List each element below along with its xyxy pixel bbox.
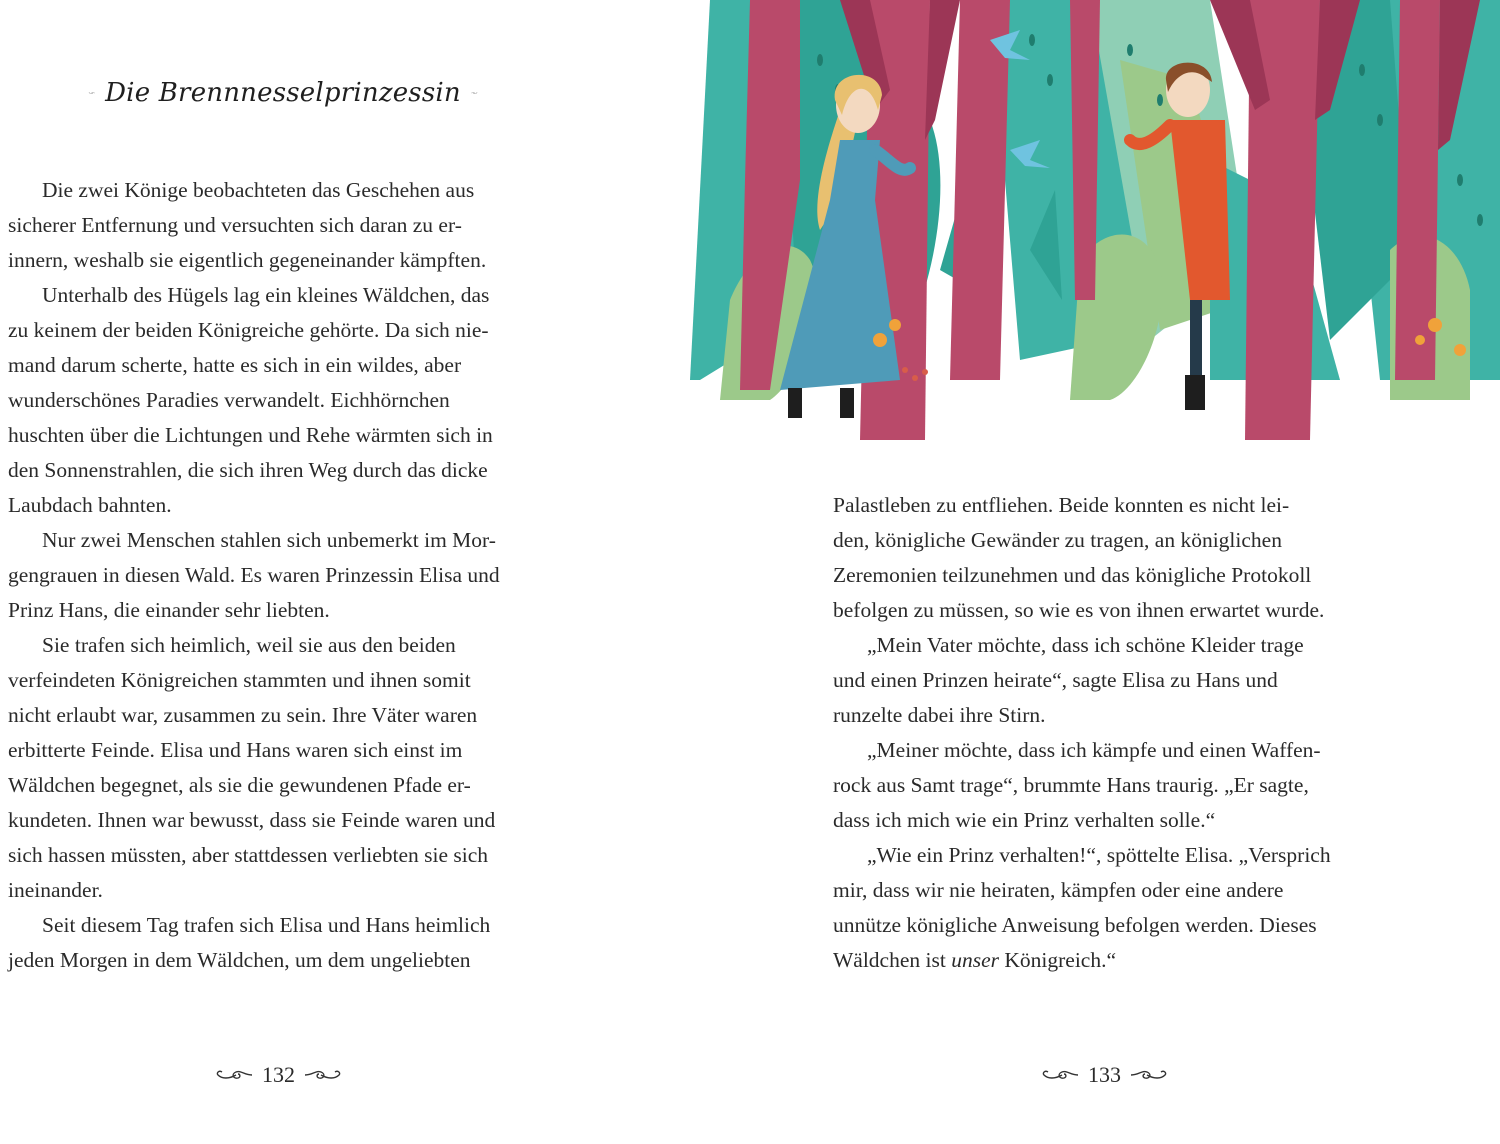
ornament-swirl-left-icon — [88, 83, 95, 103]
text-line: und einen Prinzen heirate“, sagte Elisa zu Hans und — [833, 668, 1278, 692]
emphasis-word: unser — [951, 948, 999, 972]
text-line: den, königliche Gewänder zu tragen, an königlichen — [833, 528, 1282, 552]
text-line: mir, dass wir nie heiraten, kämpfen oder eine andere — [833, 878, 1284, 902]
folio-swirl-icon — [1038, 1067, 1080, 1083]
text-line: Laubdach bahnten. — [8, 493, 172, 517]
text-line: sich hassen müssten, aber stattdessen verliebten sie sich — [8, 843, 489, 867]
folio-swirl-icon — [303, 1067, 345, 1083]
forest-illustration — [690, 0, 1500, 440]
text-line: Die zwei Könige beobachteten das Geschehen aus — [42, 178, 475, 202]
folio-swirl-icon — [1129, 1067, 1171, 1083]
text-line: zu keinem der beiden Königreiche gehörte. Da sich nie- — [8, 318, 489, 342]
left-page — [0, 0, 690, 1144]
text-line — [833, 943, 1393, 978]
text-line: Zeremonien teilzunehmen und das königliche Protokoll — [833, 563, 1312, 587]
text-line: mand darum scherte, hatte es sich in ein wildes, aber — [8, 353, 462, 377]
page-number: 133 — [1088, 1062, 1121, 1087]
text-line: den Sonnenstrahlen, die sich ihren Weg durch das dicke — [8, 458, 488, 482]
text-line: wunderschönes Paradies verwandelt. Eichhörnchen — [8, 388, 450, 412]
text-line: Seit diesem Tag trafen sich Elisa und Hans heimlich — [42, 913, 491, 937]
text-line: runzelte dabei ihre Stirn. — [833, 703, 1046, 727]
text-segment: Königreich.“ — [999, 948, 1117, 972]
left-body-text — [8, 173, 568, 978]
text-line: verfeindeten Königreichen stammten und ihnen somit — [8, 668, 471, 692]
text-line: dass ich mich wie ein Prinz verhalten solle.“ — [833, 808, 1216, 832]
text-line: ineinander. — [8, 878, 103, 902]
page-number-right — [1038, 1060, 1171, 1090]
text-segment: Wäldchen ist — [833, 948, 952, 972]
chapter-header — [88, 70, 478, 116]
text-line: Nur zwei Menschen stahlen sich unbemerkt im Mor- — [42, 528, 496, 552]
text-line: „Mein Vater möchte, dass ich schöne Kleider trage — [867, 633, 1304, 657]
text-line: huschten über die Lichtungen und Rehe wärmten sich in — [8, 423, 493, 447]
text-line: innern, weshalb sie eigentlich gegeneinander kämpften. — [8, 248, 487, 272]
text-line: befolgen zu müssen, so wie es von ihnen erwartet wurde. — [833, 598, 1325, 622]
text-line: nicht erlaubt war, zusammen zu sein. Ihre Väter waren — [8, 703, 478, 727]
page-number: 132 — [262, 1062, 295, 1087]
right-page — [690, 0, 1500, 1144]
text-line: kundeten. Ihnen war bewusst, dass sie Feinde waren und — [8, 808, 496, 832]
text-line: Sie trafen sich heimlich, weil sie aus den beiden — [42, 633, 456, 657]
chapter-title: Die Brennnesselprinzessin — [105, 78, 461, 108]
text-line: unnütze königliche Anweisung befolgen werden. Dieses — [833, 913, 1317, 937]
text-line: erbitterte Feinde. Elisa und Hans waren sich einst im — [8, 738, 463, 762]
folio-swirl-icon — [212, 1067, 254, 1083]
text-line: „Wie ein Prinz verhalten!“, spöttelte Elisa. „Versprich — [867, 843, 1331, 867]
text-line: Palastleben zu entfliehen. Beide konnten es nicht lei- — [833, 493, 1290, 517]
text-line: Wäldchen begegnet, als sie die gewundenen Pfade er- — [8, 773, 471, 797]
text-line: Unterhalb des Hügels lag ein kleines Wäldchen, das — [42, 283, 490, 307]
ornament-swirl-right-icon — [471, 83, 478, 103]
text-line: „Meiner möchte, dass ich kämpfe und einen Waffen- — [867, 738, 1321, 762]
text-line: rock aus Samt trage“, brummte Hans traurig. „Er sagte, — [833, 773, 1309, 797]
right-body-text — [833, 488, 1393, 978]
text-line: jeden Morgen in dem Wäldchen, um dem ungeliebten — [8, 948, 471, 972]
text-line: gengrauen in diesen Wald. Es waren Prinzessin Elisa und — [8, 563, 500, 587]
text-line: sicherer Entfernung und versuchten sich daran zu er- — [8, 213, 462, 237]
text-line: Prinz Hans, die einander sehr liebten. — [8, 598, 330, 622]
page-number-left — [212, 1060, 345, 1090]
